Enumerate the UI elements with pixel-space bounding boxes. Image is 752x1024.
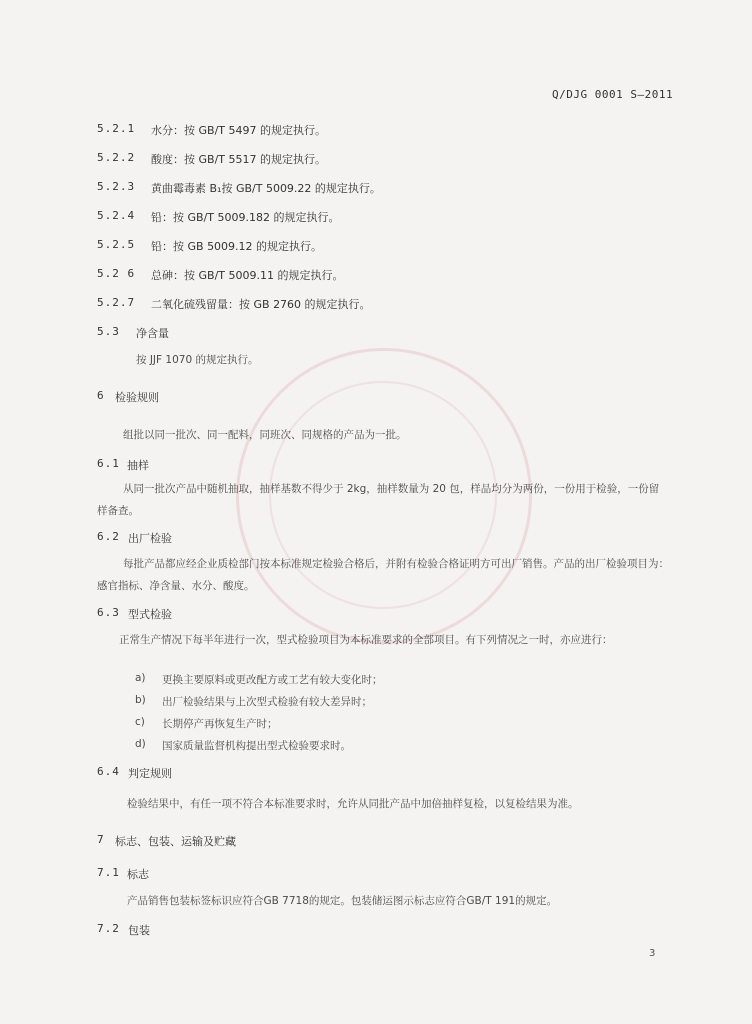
- list-item: 国家质量监督机构提出型式检验要求时。: [162, 740, 351, 752]
- clause-text: 酸度：按 GB/T 5517 的规定执行。: [151, 153, 326, 166]
- section-number: 6.4: [97, 765, 120, 778]
- section-title: 判定规则: [128, 767, 172, 780]
- clause-number: 5.2.3: [97, 180, 136, 193]
- section-title: 型式检验: [128, 608, 172, 621]
- list-item: 长期停产再恢复生产时；: [162, 718, 278, 730]
- section-body: 组批以同一批次、同一配料，同班次、同规格的产品为一批。: [123, 429, 407, 441]
- list-item-label: b): [135, 694, 146, 706]
- list-item-label: a): [135, 672, 146, 684]
- section-number: 6.1: [97, 457, 120, 470]
- section-title: 标志: [127, 868, 149, 881]
- section-number: 6: [97, 389, 105, 402]
- section-title: 检验规则: [115, 391, 159, 404]
- clause-number: 5.2.7: [97, 296, 136, 309]
- clause-number: 5.2.4: [97, 209, 136, 222]
- list-item-label: d): [135, 738, 146, 750]
- section-body: 每批产品都应经企业质检部门按本标准规定检验合格后，并附有检验合格证明方可出厂销售。产品的出厂检验项目为：感官指标、净含量、水分、酸度。: [97, 558, 669, 592]
- doc-code-header: Q/DJG 0001 S—2011: [552, 88, 674, 101]
- section-title: 抽样: [127, 459, 149, 472]
- section-body: 按 JJF 1070 的规定执行。: [136, 354, 259, 366]
- section-body: 从同一批次产品中随机抽取，抽样基数不得少于 2kg，抽样数量为 20 包，样品均分为两份，一份用于检验，一份留样备查。: [97, 483, 660, 517]
- section-number: 7: [97, 833, 105, 846]
- clause-text: 总砷：按 GB/T 5009.11 的规定执行。: [151, 269, 344, 282]
- page-number: 3: [649, 948, 656, 959]
- clause-text: 铅：按 GB 5009.12 的规定执行。: [151, 240, 323, 253]
- section-body: 检验结果中，有任一项不符合本标准要求时，允许从同批产品中加倍抽样复检，以复检结果为准。: [127, 798, 579, 810]
- list-item: 出厂检验结果与上次型式检验有较大差异时；: [162, 696, 372, 708]
- section-body: 产品销售包装标签标识应符合GB 7718的规定。包装储运图示标志应符合GB/T 191的规定。: [127, 895, 558, 907]
- section-number: 6.3: [97, 606, 120, 619]
- clause-text: 二氧化硫残留量：按 GB 2760 的规定执行。: [151, 298, 371, 311]
- clause-number: 5.2 6: [97, 267, 136, 280]
- clause-text: 黄曲霉毒素 B₁按 GB/T 5009.22 的规定执行。: [151, 182, 381, 195]
- clause-text: 铅：按 GB/T 5009.182 的规定执行。: [151, 211, 340, 224]
- list-item: 更换主要原料或更改配方或工艺有较大变化时；: [162, 674, 383, 686]
- section-title: 净含量: [136, 327, 169, 340]
- section-number: 7.1: [97, 866, 120, 879]
- list-item-label: c): [135, 716, 145, 728]
- clause-text: 水分：按 GB/T 5497 的规定执行。: [151, 124, 326, 137]
- section-body: 正常生产情况下每半年进行一次，型式检验项目为本标准要求的全部项目。有下列情况之一时，亦应进行：: [119, 634, 613, 646]
- section-number: 7.2: [97, 922, 120, 935]
- section-title: 出厂检验: [128, 532, 172, 545]
- clause-number: 5.2.1: [97, 122, 136, 135]
- section-title: 标志、包装、运输及贮藏: [115, 835, 236, 848]
- section-number: 6.2: [97, 530, 120, 543]
- clause-number: 5.2.5: [97, 238, 136, 251]
- section-title: 包装: [128, 924, 150, 937]
- section-number: 5.3: [97, 325, 120, 338]
- clause-number: 5.2.2: [97, 151, 136, 164]
